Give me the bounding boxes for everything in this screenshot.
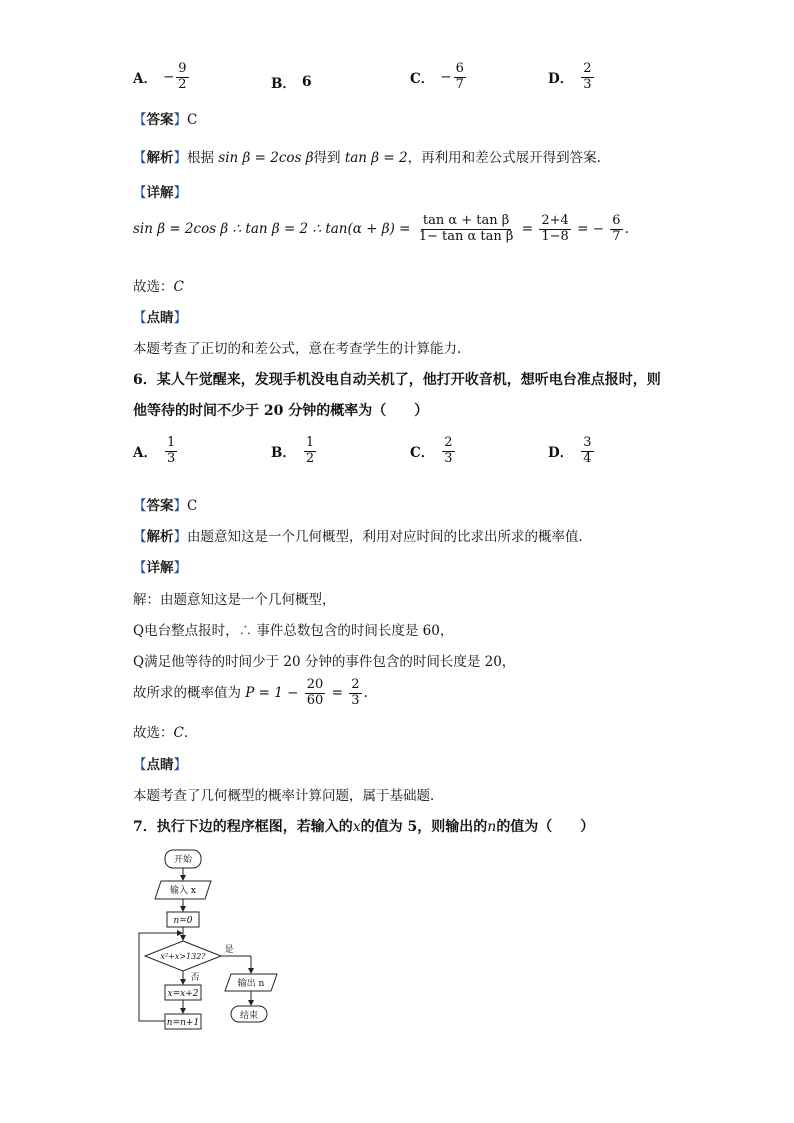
q5-option-a: A． − $\frac{9}{2}$ <box>133 61 187 92</box>
q5-option-b: B． 6 <box>271 74 312 92</box>
q5-choose: 故选：C <box>133 279 184 295</box>
q6-detail-line2: Q电台整点报时，∴ 事件总数包含的时间长度是 60， <box>133 623 454 639</box>
flow-no-label: 否 <box>190 973 200 983</box>
q7-stem: 7．执行下边的程序框图，若输入的x的值为 5，则输出的n的值为（ ） <box>133 819 595 835</box>
q5-detail-heading: 【详解】 <box>133 185 187 201</box>
flow-yes-label: 是 <box>224 945 234 955</box>
flow-init-label: n=0 <box>173 916 193 926</box>
q5-comment-heading: 【点睛】 <box>133 310 187 326</box>
flowchart <box>125 845 295 1040</box>
q6-option-c: C． $\frac{2}{3}$ <box>410 435 453 466</box>
q6-comment-heading: 【点睛】 <box>133 757 187 773</box>
q6-detail-line3: Q满足他等待的时间少于 20 分钟的事件包含的时间长度是 20， <box>133 654 516 670</box>
q6-option-a: A． $\frac{1}{3}$ <box>133 435 176 466</box>
q5-answer: 【答案】C <box>133 112 198 128</box>
q6-answer: 【答案】C <box>133 498 198 514</box>
flow-step2-label: n=n+1 <box>166 1018 200 1028</box>
flow-step1-label: x=x+2 <box>167 989 199 999</box>
flow-output-label: 输出 n <box>237 979 265 989</box>
q6-stem-line2: 他等待的时间不少于 20 分钟的概率为（ ） <box>133 403 429 419</box>
q6-choose: 故选：C． <box>133 725 198 741</box>
q6-detail-line1: 解：由题意知这是一个几何概型， <box>133 592 336 608</box>
q6-detail-heading: 【详解】 <box>133 560 187 576</box>
flow-start-label: 开始 <box>173 855 193 865</box>
q6-option-d: D． $\frac{3}{4}$ <box>548 435 592 466</box>
flow-end-label: 结束 <box>239 1011 259 1021</box>
q6-detail-line4: 故所求的概率值为 P = 1 − $\frac{20}{60}$ = $\frac{2}{3}$ . <box>133 677 368 708</box>
q6-comment: 本题考查了几何概型的概率计算问题，属于基础题． <box>133 788 444 804</box>
q6-option-b: B． $\frac{1}{2}$ <box>271 435 315 466</box>
q5-option-c: C． − $\frac{6}{7}$ <box>410 61 464 92</box>
q5-comment: 本题考查了正切的和差公式，意在考查学生的计算能力. <box>133 341 462 357</box>
q6-analysis: 【解析】由题意知这是一个几何概型，利用对应时间的比求出所求的概率值． <box>133 529 592 545</box>
q5-analysis: 【解析】根据 sin β = 2cos β得到 tan β = 2，再利用和差公式展开得到答案. <box>133 150 601 166</box>
flow-input-label: 输入 x <box>170 886 196 896</box>
q5-option-d: D． $\frac{2}{3}$ <box>548 61 592 92</box>
q5-detail-equation: sin β = 2cos β ∴ tan β = 2 ∴ tan(α + β) = $\frac{\text{tan α + tan β}}{\text{1− tan α tan β}}$ = $\frac{2+4}{1-8}$ = − $\frac{6}{7}$ . <box>133 213 629 244</box>
q6-stem-line1: 6．某人午觉醒来，发现手机没电自动关机了，他打开收音机，想听电台准点报时，则 <box>133 372 661 388</box>
flow-cond-label: x²+x>132? <box>160 952 206 961</box>
